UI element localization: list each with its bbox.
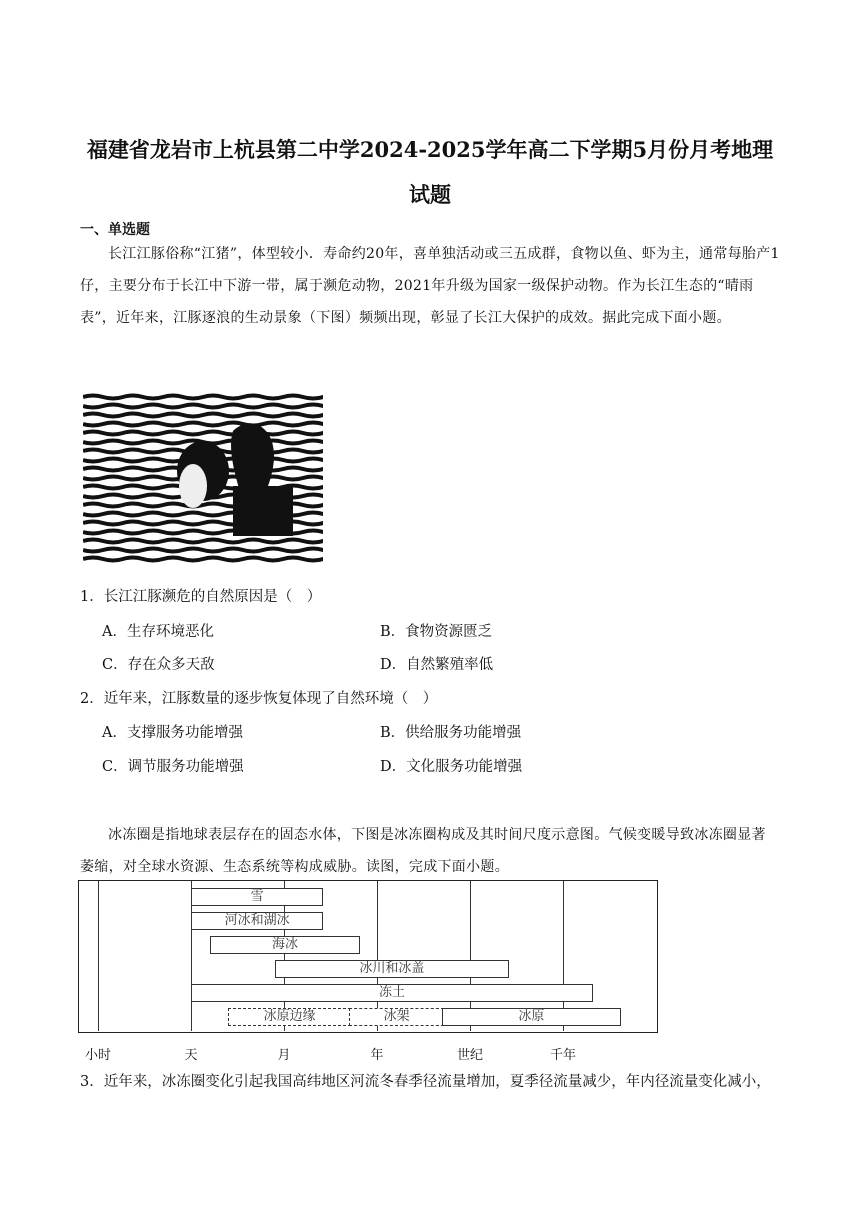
- passage-cryosphere: 冰冻圈是指地球表层存在的固态水体，下图是冰冻圈构成及其时间尺度示意图。气候变暖导致冰冻圈显著萎缩，对全球水资源、生态系统等构成威胁。读图，完成下面小题。: [80, 827, 766, 875]
- wave-line: [83, 432, 323, 435]
- q1-option-d[interactable]: D．自然繁殖率低: [380, 657, 494, 673]
- q2-option-b[interactable]: B．供给服务功能增强: [380, 725, 522, 741]
- q1-option-a[interactable]: A．生存环境恶化: [102, 624, 214, 640]
- chart-bar: 河冰和湖冰: [191, 912, 323, 930]
- wave-line: [83, 423, 323, 426]
- q2-option-d[interactable]: D．文化服务功能增强: [380, 759, 523, 775]
- chart-bar: 海冰: [210, 936, 361, 954]
- q1-option-b[interactable]: B．食物资源匮乏: [380, 624, 493, 640]
- chart-bar: 冻土: [191, 984, 593, 1002]
- wave-line: [83, 540, 323, 543]
- chart-bar: 冰架: [349, 1008, 444, 1026]
- chart-axis-label: 月: [277, 1048, 291, 1063]
- document-title: 福建省龙岩市上杭县第二中学2024-2025学年高二下学期5月份月考地理: [86, 137, 774, 162]
- question-2-stem: 2．近年来，江豚数量的逐步恢复体现了自然环境（ ）: [80, 691, 438, 707]
- chart-axis-label: 千年: [549, 1048, 577, 1063]
- dolphin-photo: [83, 391, 323, 564]
- chart-bar: 雪: [191, 888, 323, 906]
- wave-line: [83, 549, 323, 552]
- chart-gridline: [98, 881, 99, 1031]
- section-heading: 一、单选题: [80, 222, 150, 238]
- chart-axis-label: 年: [370, 1048, 384, 1063]
- chart-bar: 冰原边缘: [228, 1008, 351, 1026]
- question-1-stem: 1．长江江豚濒危的自然原因是（ ）: [80, 589, 322, 605]
- wave-line: [83, 405, 323, 408]
- wave-line: [83, 396, 323, 399]
- document-title-continued: 试题: [409, 182, 451, 207]
- chart-axis-label: 天: [184, 1048, 198, 1063]
- chart-bar: 冰川和冰盖: [275, 960, 510, 978]
- passage-dolphin: 长江江豚俗称“江猪”，体型较小．寿命约20年，喜单独活动或三五成群，食物以鱼、虾为主，通常每胎产1仔，主要分布于长江中下游一带，属于濒危动物，2021年升级为国家一级保护动物。作为长江生态的“晴雨表”，近年来，江豚逐浪的生动景象（下图）频频出现，彰显了长江大保护的成效。据此完成下面小题。: [80, 246, 780, 326]
- question-3-stem: 3．近年来，冰冻圈变化引起我国高纬地区河流冬春季径流量增加，夏季径流量减少，年内径流量变化减小，: [80, 1074, 771, 1090]
- cryosphere-timescale-chart: [78, 880, 658, 1063]
- chart-bar: 冰原: [442, 1008, 621, 1026]
- wave-line: [83, 558, 323, 561]
- wave-line: [83, 414, 323, 417]
- chart-axis-label: 小时: [84, 1048, 112, 1063]
- q2-option-c[interactable]: C．调节服务功能增强: [102, 759, 244, 775]
- q2-option-a[interactable]: A．支撑服务功能增强: [102, 725, 243, 741]
- chart-axis-label: 世纪: [456, 1048, 484, 1063]
- q1-option-c[interactable]: C．存在众多天敌: [102, 657, 215, 673]
